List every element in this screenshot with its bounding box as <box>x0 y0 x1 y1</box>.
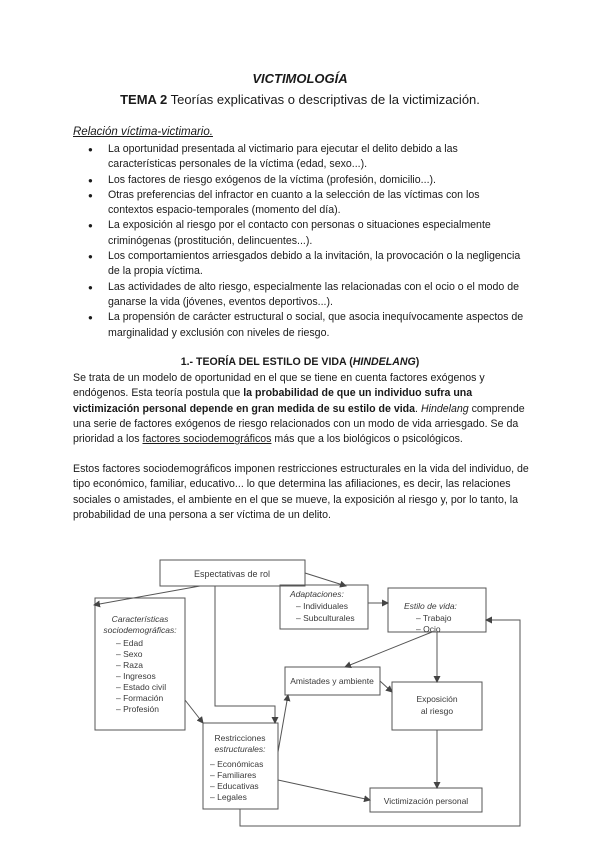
caracteristicas-item: – Raza <box>116 660 143 670</box>
caracteristicas-item: – Formación <box>116 693 164 703</box>
bullet-item: ● Otras preferencias del infractor en cuanto a la selección de las víctimas con los contextos espacio-temporales (momento del día). <box>87 188 527 219</box>
caracteristicas-title: Características <box>111 614 169 624</box>
bold-text-run: la probabilidad de que un individuo sufra una victimización personal depende en gran medida de su estilo de vida <box>73 387 473 415</box>
topic-number: TEMA 2 <box>120 92 168 107</box>
victimizacion-label: Victimización personal <box>383 796 469 806</box>
caracteristicas-item: – Edad <box>116 638 143 648</box>
estilo-item: – Ocio <box>416 624 441 634</box>
theory-heading-suffix: ) <box>415 356 420 368</box>
italic-text-run: Hindelang <box>420 402 469 415</box>
diagram-arrow <box>215 586 275 723</box>
bullet-item: ● Las actividades de alto riesgo, especialmente las relacionadas con el ocio o el modo de ganarse la vida (jóvenes, eventos deportivos...). <box>87 280 527 311</box>
relation-heading: Relación víctima-victimario. <box>73 126 213 138</box>
diagram-arrow <box>380 681 392 692</box>
caracteristicas-item: – Estado civil <box>116 682 167 692</box>
text-run: Se trata de un modelo de oportunidad en el que se tiene en cuenta factores exógenos y endógenos. Esta teoría postula que <box>73 372 485 400</box>
estilo-item: – Trabajo <box>416 613 452 623</box>
theory-author: HINDELANG <box>352 356 416 368</box>
diagram-arrow <box>278 780 370 800</box>
restricciones-item: – Legales <box>210 792 247 802</box>
diagram-arrow <box>305 573 346 586</box>
amistades-label: Amistades y ambiente <box>290 676 374 686</box>
theory-paragraph-2: Estos factores sociodemográficos imponen restricciones estructurales en la vida del individuo, de tipo económico, familiar, educativo... lo que determina las afiliaciones, es decir, las relaciones sociales o amistades, el ambiente en el que se mueve, la exposición al riesgo y, por lo tanto, la probabilidad de una persona a ser víctima de un delito. <box>73 463 529 521</box>
theory-heading-prefix: 1.- TEORÍA DEL ESTILO DE VIDA ( <box>180 356 353 368</box>
restricciones-title: estructurales: <box>214 744 266 754</box>
text-run: más que a los biológicos o psicológicos. <box>271 433 463 446</box>
caracteristicas-item: – Profesión <box>116 704 159 714</box>
underlined-text-run: factores sociodemográficos <box>142 433 272 446</box>
caracteristicas-item: – Sexo <box>116 649 143 659</box>
bullet-item: ● Los factores de riesgo exógenos de la víctima (profesión, domicilio...). <box>87 173 527 188</box>
diagram-arrow <box>278 695 288 752</box>
restricciones-item: – Educativas <box>210 781 259 791</box>
diagram-arrow <box>94 586 200 605</box>
restricciones-item: – Económicas <box>210 759 264 769</box>
text-run: comprende una serie de factores exógenos de riesgo relacionados con un modo de vida arriesgado. Se da prioridad a los <box>73 402 525 446</box>
diagram-arrow <box>240 620 520 826</box>
caracteristicas-title: sociodemográficas: <box>103 625 177 635</box>
bullet-item: ● Los comportamientos arriesgados debido a la invitación, la provocación o la negligencia de la propia víctima. <box>87 249 527 280</box>
bullet-item: ● La exposición al riesgo por el contacto con personas o situaciones especialmente criminógenas (prostitución, delincuentes...). <box>87 218 527 249</box>
exposicion-label: Exposición <box>416 694 458 704</box>
exposicion-label: al riesgo <box>420 706 454 716</box>
bullet-item: ● La propensión de carácter estructural o social, que asocia inequívocamente aspectos de marginalidad y exclusión con niveles de riesgo. <box>87 310 527 341</box>
bullet-item: ● La oportunidad presentada al victimario para ejecutar el delito debido a las características personales de la víctima (edad, sexo...). <box>87 142 527 173</box>
diagram-arrow <box>345 632 432 667</box>
diagram-arrow <box>185 700 203 723</box>
restricciones-item: – Familiares <box>210 770 257 780</box>
adaptaciones-item: – Subculturales <box>296 613 355 623</box>
adaptaciones-title: Adaptaciones: <box>290 589 344 599</box>
restricciones-title: Restricciones <box>214 733 266 743</box>
text-run: . <box>415 402 421 415</box>
expectativas-label: Espectativas de rol <box>193 569 271 579</box>
topic-name: Teorías explicativas o descriptivas de la victimización. <box>167 92 480 107</box>
estilo-title: Estilo de vida: <box>404 601 457 611</box>
caracteristicas-item: – Ingresos <box>116 671 156 681</box>
adaptaciones-item: – Individuales <box>296 601 348 611</box>
document-title: VICTIMOLOGÍA <box>252 71 348 86</box>
